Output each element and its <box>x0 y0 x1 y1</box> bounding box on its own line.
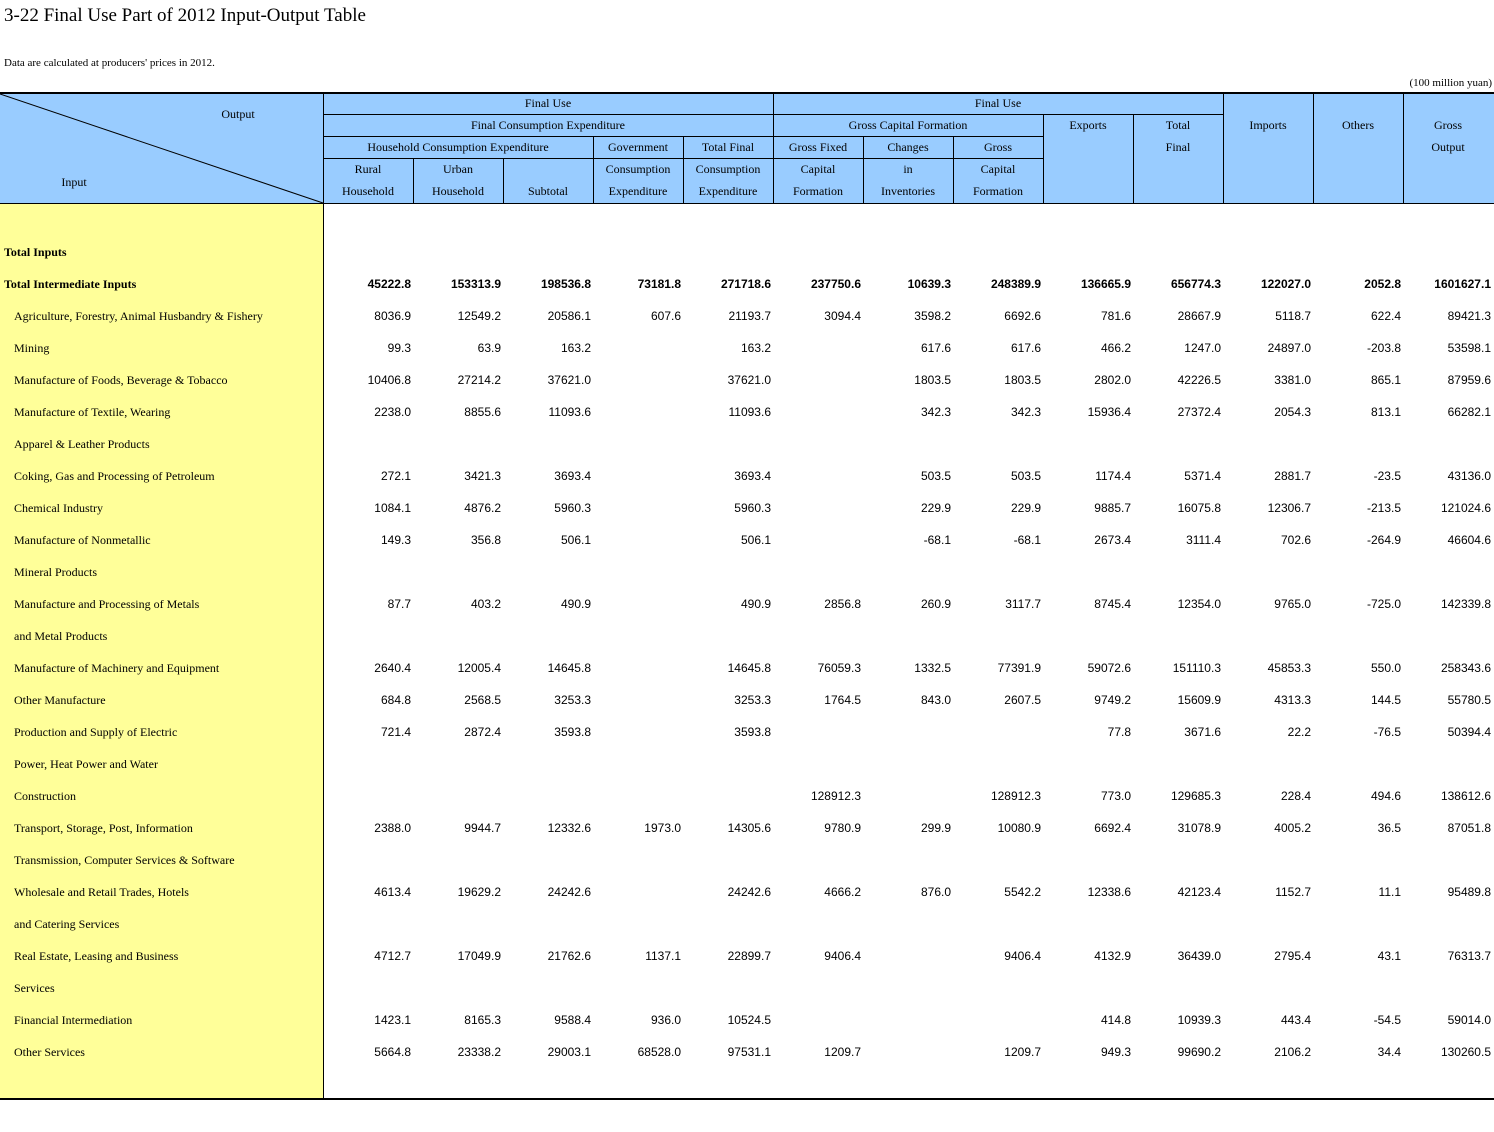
table-cell: -68.1 <box>923 533 951 547</box>
table-cell: 14645.8 <box>727 661 771 675</box>
table-cell: 3693.4 <box>734 469 771 483</box>
table-cell: 443.4 <box>1280 1013 1311 1027</box>
table-cell: 1209.7 <box>1004 1045 1041 1059</box>
table-cell: 2795.4 <box>1274 949 1311 963</box>
table-cell: 153313.9 <box>450 277 501 291</box>
table-cell: 34.4 <box>1377 1045 1401 1059</box>
table-cell: 2568.5 <box>464 693 501 707</box>
table-cell: 550.0 <box>1370 661 1401 675</box>
table-cell: 163.2 <box>740 341 771 355</box>
table-cell: 4613.4 <box>374 885 411 899</box>
table-cell: 99690.2 <box>1177 1045 1221 1059</box>
table-cell: 4666.2 <box>824 885 861 899</box>
header-government-1: Government <box>608 140 668 154</box>
table-cell: 342.3 <box>1010 405 1041 419</box>
table-cell: 342.3 <box>920 405 951 419</box>
table-cell: 24242.6 <box>547 885 591 899</box>
table-cell: 9406.4 <box>1004 949 1041 963</box>
table-cell: 403.2 <box>470 597 501 611</box>
table-cell: 1803.5 <box>1004 373 1041 387</box>
table-cell: 843.0 <box>920 693 951 707</box>
table-cell: 684.8 <box>380 693 411 707</box>
table-cell: 12354.0 <box>1177 597 1221 611</box>
header-gcf-2: Capital <box>980 162 1016 176</box>
table-cell: 229.9 <box>1010 501 1041 515</box>
group-final-use-1: Final Use <box>524 96 572 110</box>
header-total-final-1: Total <box>1165 118 1191 132</box>
header-subtotal: Subtotal <box>527 184 568 198</box>
table-cell: 5371.4 <box>1184 469 1221 483</box>
table-cell: 8036.9 <box>374 309 411 323</box>
row-label: Chemical Industry <box>14 501 103 515</box>
table-cell: 66282.1 <box>1447 405 1491 419</box>
table-cell: 3593.8 <box>734 725 771 739</box>
table-cell: 14305.6 <box>727 821 771 835</box>
table-cell: -725.0 <box>1366 597 1401 611</box>
table-cell: 198536.8 <box>540 277 591 291</box>
table-cell: 1209.7 <box>824 1045 861 1059</box>
table-cell: 6692.6 <box>1004 309 1041 323</box>
table-cell: 2388.0 <box>374 821 411 835</box>
table-cell: 43.1 <box>1377 949 1401 963</box>
table-cell: 89421.3 <box>1447 309 1491 323</box>
row-label: and Catering Services <box>14 917 120 931</box>
table-cell: 12332.6 <box>547 821 591 835</box>
table-cell: -203.8 <box>1366 341 1401 355</box>
row-label: Total Intermediate Inputs <box>4 277 137 291</box>
table-header <box>0 92 1494 204</box>
table-cell: 144.5 <box>1370 693 1401 707</box>
table-cell: 11093.6 <box>728 405 771 419</box>
header-changes-2: in <box>903 162 913 176</box>
page-title: 3-22 Final Use Part of 2012 Input-Output Table <box>4 5 366 26</box>
table-cell: 3421.3 <box>464 469 501 483</box>
table-cell: 8745.4 <box>1094 597 1131 611</box>
table-cell: 3111.4 <box>1186 533 1221 547</box>
table-cell: 129685.3 <box>1170 789 1221 803</box>
header-government-2: Consumption <box>605 162 671 176</box>
table-cell: 138612.6 <box>1440 789 1491 803</box>
table-cell: 656774.3 <box>1170 277 1221 291</box>
table-cell: 11.1 <box>1378 885 1401 899</box>
table-cell: 237750.6 <box>810 277 861 291</box>
table-cell: 260.9 <box>920 597 951 611</box>
table-cell: 1973.0 <box>644 821 681 835</box>
table-cell: 622.4 <box>1370 309 1401 323</box>
table-cell: 17049.9 <box>457 949 501 963</box>
subtitle: Data are calculated at producers' prices in 2012. <box>4 57 215 69</box>
table-cell: -23.5 <box>1373 469 1401 483</box>
header-exports: Exports <box>1069 118 1107 132</box>
table-cell: 3253.3 <box>554 693 591 707</box>
table-cell: 76313.7 <box>1447 949 1491 963</box>
table-cell: 1332.5 <box>914 661 951 675</box>
corner-output-label: Output <box>221 107 255 121</box>
row-label: Other Services <box>14 1045 85 1059</box>
table-cell: 53598.1 <box>1447 341 1491 355</box>
header-rural-1: Rural <box>354 162 382 176</box>
table-cell: 3094.4 <box>824 309 861 323</box>
table-cell: 12306.7 <box>1267 501 1311 515</box>
table-cell: 24242.6 <box>727 885 771 899</box>
table-cell: 8165.3 <box>464 1013 501 1027</box>
table-cell: 2052.8 <box>1364 277 1401 291</box>
table-cell: 3671.6 <box>1184 725 1221 739</box>
table-cell: 10939.3 <box>1177 1013 1221 1027</box>
table-cell: 122027.0 <box>1260 277 1311 291</box>
row-label: Apparel & Leather Products <box>14 437 150 451</box>
table-cell: 490.9 <box>560 597 591 611</box>
table-cell: 12549.2 <box>457 309 501 323</box>
table-cell: 721.4 <box>380 725 411 739</box>
row-label: Manufacture of Textile, Wearing <box>14 405 171 419</box>
table-cell: 9406.4 <box>824 949 861 963</box>
table-cell: 136665.9 <box>1080 277 1131 291</box>
row-label: and Metal Products <box>14 629 108 643</box>
table-cell: 121024.6 <box>1440 501 1491 515</box>
table-cell: 8855.6 <box>464 405 501 419</box>
row-label: Power, Heat Power and Water <box>14 757 158 771</box>
table-cell: 876.0 <box>920 885 951 899</box>
table-cell: 95489.8 <box>1447 885 1491 899</box>
row-label: Real Estate, Leasing and Business <box>14 949 179 963</box>
table-cell: 4876.2 <box>464 501 501 515</box>
table-cell: 3598.2 <box>914 309 951 323</box>
table-cell: 617.6 <box>1010 341 1041 355</box>
table-cell: 1247.0 <box>1184 341 1221 355</box>
header-urban-1: Urban <box>443 162 473 176</box>
table-cell: -76.5 <box>1373 725 1401 739</box>
table-cell: 27214.2 <box>457 373 501 387</box>
header-gross-output-2: Output <box>1431 140 1465 154</box>
table-cell: -68.1 <box>1013 533 1041 547</box>
table-cell: 949.3 <box>1100 1045 1131 1059</box>
table-cell: 494.6 <box>1370 789 1401 803</box>
table-cell: 45222.8 <box>367 277 411 291</box>
header-gcf-3: Formation <box>973 184 1023 198</box>
table-cell: 63.9 <box>477 341 501 355</box>
table-cell: 23338.2 <box>457 1045 501 1059</box>
table-cell: 1764.5 <box>824 693 861 707</box>
row-label: Other Manufacture <box>14 693 106 707</box>
header-rural-2: Household <box>342 184 394 198</box>
table-cell: 12005.4 <box>457 661 501 675</box>
table-cell: 28667.9 <box>1177 309 1221 323</box>
table-cell: 356.8 <box>470 533 501 547</box>
table-cell: 5118.7 <box>1275 309 1311 323</box>
row-label: Financial Intermediation <box>14 1013 133 1027</box>
table-cell: 1137.1 <box>645 949 681 963</box>
table-cell: 15609.9 <box>1177 693 1221 707</box>
table-cell: 414.8 <box>1100 1013 1131 1027</box>
table-cell: 87959.6 <box>1447 373 1491 387</box>
table-cell: 9749.2 <box>1094 693 1131 707</box>
row-label: Manufacture and Processing of Metals <box>14 597 200 611</box>
table-cell: -264.9 <box>1366 533 1401 547</box>
row-label: Mining <box>14 341 50 355</box>
table-cell: 258343.6 <box>1440 661 1491 675</box>
table-cell: 2607.5 <box>1004 693 1041 707</box>
table-cell: 466.2 <box>1100 341 1131 355</box>
table-cell: 229.9 <box>920 501 951 515</box>
table-cell: 151110.3 <box>1172 661 1221 675</box>
header-government-3: Expenditure <box>608 184 668 198</box>
table-cell: 87051.8 <box>1447 821 1491 835</box>
table-cell: 42123.4 <box>1177 885 1221 899</box>
table-cell: 936.0 <box>650 1013 681 1027</box>
table-cell: 36439.0 <box>1177 949 1221 963</box>
table-cell: 3117.7 <box>1005 597 1041 611</box>
table-cell: 11093.6 <box>548 405 591 419</box>
table-cell: 9780.9 <box>824 821 861 835</box>
table-cell: 128912.3 <box>990 789 1041 803</box>
group-household: Household Consumption Expenditure <box>367 140 549 154</box>
table-cell: 76059.3 <box>817 661 861 675</box>
table-cell: 22.2 <box>1287 725 1311 739</box>
table-cell: 3253.3 <box>734 693 771 707</box>
table-cell: 607.6 <box>650 309 681 323</box>
table-cell: 2881.7 <box>1274 469 1311 483</box>
header-gross-fixed-1: Gross Fixed <box>788 140 848 154</box>
table-cell: 506.1 <box>560 533 591 547</box>
row-label: Mineral Products <box>14 565 97 579</box>
header-gross-output-1: Gross <box>1433 118 1462 132</box>
table-cell: 16075.8 <box>1177 501 1221 515</box>
table-bottom-border <box>0 1098 1494 1100</box>
table-cell: 1174.4 <box>1095 469 1131 483</box>
table-cell: 2872.4 <box>464 725 501 739</box>
table-cell: 59014.0 <box>1447 1013 1491 1027</box>
table-cell: 77391.9 <box>997 661 1041 675</box>
header-total-final-2: Final <box>1165 140 1191 154</box>
table-cell: 12338.6 <box>1087 885 1131 899</box>
table-cell: 21193.7 <box>728 309 771 323</box>
table-cell: 19629.2 <box>457 885 501 899</box>
table-cell: 3693.4 <box>554 469 591 483</box>
table-cell: 97531.1 <box>727 1045 771 1059</box>
table-cell: 228.4 <box>1280 789 1311 803</box>
table-cell: 2673.4 <box>1094 533 1131 547</box>
table-cell: 5664.8 <box>374 1045 411 1059</box>
table-cell: 773.0 <box>1100 789 1131 803</box>
table-cell: 50394.4 <box>1447 725 1491 739</box>
header-gcf-1: Gross <box>983 140 1012 154</box>
table-cell: 10639.3 <box>907 277 951 291</box>
header-gross-fixed-3: Formation <box>793 184 843 198</box>
table-cell: 503.5 <box>920 469 951 483</box>
table-cell: 1803.5 <box>914 373 951 387</box>
table-cell: 10406.8 <box>367 373 411 387</box>
table-cell: 73181.8 <box>637 277 681 291</box>
table-cell: 490.9 <box>740 597 771 611</box>
row-label: Total Inputs <box>4 245 67 259</box>
table-cell: 5960.3 <box>554 501 591 515</box>
table-cell: 299.9 <box>920 821 951 835</box>
row-label: Agriculture, Forestry, Animal Husbandry & Fishery <box>14 309 263 323</box>
table-cell: 865.1 <box>1370 373 1401 387</box>
table-cell: 4712.7 <box>374 949 411 963</box>
table-cell: 1423.1 <box>374 1013 411 1027</box>
table-cell: 14645.8 <box>547 661 591 675</box>
group-final-consumption: Final Consumption Expenditure <box>471 118 625 132</box>
table-cell: 77.8 <box>1107 725 1131 739</box>
table-cell: 1601627.1 <box>1434 277 1491 291</box>
row-label: Production and Supply of Electric <box>14 725 178 739</box>
row-label: Construction <box>14 789 76 803</box>
row-label: Manufacture of Foods, Beverage & Tobacco <box>14 373 228 387</box>
table-cell: 46604.6 <box>1447 533 1491 547</box>
table-cell: -54.5 <box>1373 1013 1401 1027</box>
table-cell: 29003.1 <box>547 1045 591 1059</box>
table-cell: 271718.6 <box>720 277 771 291</box>
table-cell: 2106.2 <box>1274 1045 1311 1059</box>
row-label: Manufacture of Machinery and Equipment <box>14 661 220 675</box>
group-gross-capital: Gross Capital Formation <box>848 118 968 132</box>
table-cell: 36.5 <box>1377 821 1401 835</box>
table-cell: 248389.9 <box>990 277 1041 291</box>
table-cell: 59072.6 <box>1087 661 1131 675</box>
table-cell: 24897.0 <box>1267 341 1311 355</box>
table-cell: 506.1 <box>740 533 771 547</box>
table-cell: 37621.0 <box>727 373 771 387</box>
table-cell: 42226.5 <box>1177 373 1221 387</box>
table-cell: 6692.4 <box>1094 821 1131 835</box>
table-cell: 10080.9 <box>997 821 1041 835</box>
table-cell: -213.5 <box>1366 501 1401 515</box>
table-cell: 37621.0 <box>547 373 591 387</box>
table-cell: 10524.5 <box>727 1013 771 1027</box>
row-label: Wholesale and Retail Trades, Hotels <box>14 885 189 899</box>
table-cell: 43136.0 <box>1447 469 1491 483</box>
table-cell: 55780.5 <box>1447 693 1491 707</box>
unit-label: (100 million yuan) <box>1409 77 1492 89</box>
header-changes-3: Inventories <box>881 184 935 198</box>
table-cell: 4313.3 <box>1274 693 1311 707</box>
table-cell: 163.2 <box>560 341 591 355</box>
table-cell: 2640.4 <box>374 661 411 675</box>
table-cell: 2054.3 <box>1274 405 1311 419</box>
table-cell: 9944.7 <box>464 821 501 835</box>
table-cell: 5960.3 <box>734 501 771 515</box>
table-cell: 31078.9 <box>1177 821 1221 835</box>
header-tfce-2: Consumption <box>695 162 761 176</box>
table-cell: 45853.3 <box>1267 661 1311 675</box>
table-cell: 142339.8 <box>1440 597 1491 611</box>
table-cell: 9765.0 <box>1274 597 1311 611</box>
corner-input-label: Input <box>61 175 87 189</box>
header-imports: Imports <box>1249 118 1287 132</box>
table-cell: 5542.2 <box>1004 885 1041 899</box>
header-urban-2: Household <box>432 184 484 198</box>
table-cell: 128912.3 <box>810 789 861 803</box>
table-cell: 1084.1 <box>374 501 411 515</box>
row-label: Transport, Storage, Post, Information <box>14 821 193 835</box>
table-cell: 149.3 <box>380 533 411 547</box>
table-cell: 9885.7 <box>1094 501 1131 515</box>
table-cell: 99.3 <box>387 341 411 355</box>
table-cell: 2238.0 <box>374 405 411 419</box>
table-cell: 3593.8 <box>554 725 591 739</box>
table-cell: 2802.0 <box>1094 373 1131 387</box>
header-tfce-3: Expenditure <box>698 184 758 198</box>
header-others: Others <box>1342 118 1374 132</box>
table-cell: 87.7 <box>387 597 411 611</box>
table-cell: 813.1 <box>1370 405 1401 419</box>
table-cell: 68528.0 <box>637 1045 681 1059</box>
table-cell: 617.6 <box>920 341 951 355</box>
header-changes-1: Changes <box>887 140 929 154</box>
table-cell: 130260.5 <box>1440 1045 1491 1059</box>
table-cell: 20586.1 <box>547 309 591 323</box>
table-cell: 15936.4 <box>1087 405 1131 419</box>
table-cell: 702.6 <box>1280 533 1311 547</box>
row-label: Services <box>14 981 55 995</box>
table-cell: 4005.2 <box>1274 821 1311 835</box>
row-label: Coking, Gas and Processing of Petroleum <box>14 469 215 483</box>
table-cell: 9588.4 <box>554 1013 591 1027</box>
row-label: Transmission, Computer Services & Software <box>14 853 235 867</box>
table-cell: 2856.8 <box>824 597 861 611</box>
group-final-use-2: Final Use <box>974 96 1022 110</box>
table-cell: 3381.0 <box>1274 373 1311 387</box>
table-cell: 503.5 <box>1010 469 1041 483</box>
table-cell: 272.1 <box>380 469 411 483</box>
header-tfce-1: Total Final <box>701 140 755 154</box>
header-gross-fixed-2: Capital <box>800 162 836 176</box>
table-cell: 27372.4 <box>1177 405 1221 419</box>
row-label: Manufacture of Nonmetallic <box>14 533 151 547</box>
table-cell: 22899.7 <box>727 949 771 963</box>
table-cell: 1152.7 <box>1275 885 1311 899</box>
table-cell: 21762.6 <box>547 949 591 963</box>
table-cell: 4132.9 <box>1094 949 1131 963</box>
table-cell: 781.6 <box>1100 309 1131 323</box>
